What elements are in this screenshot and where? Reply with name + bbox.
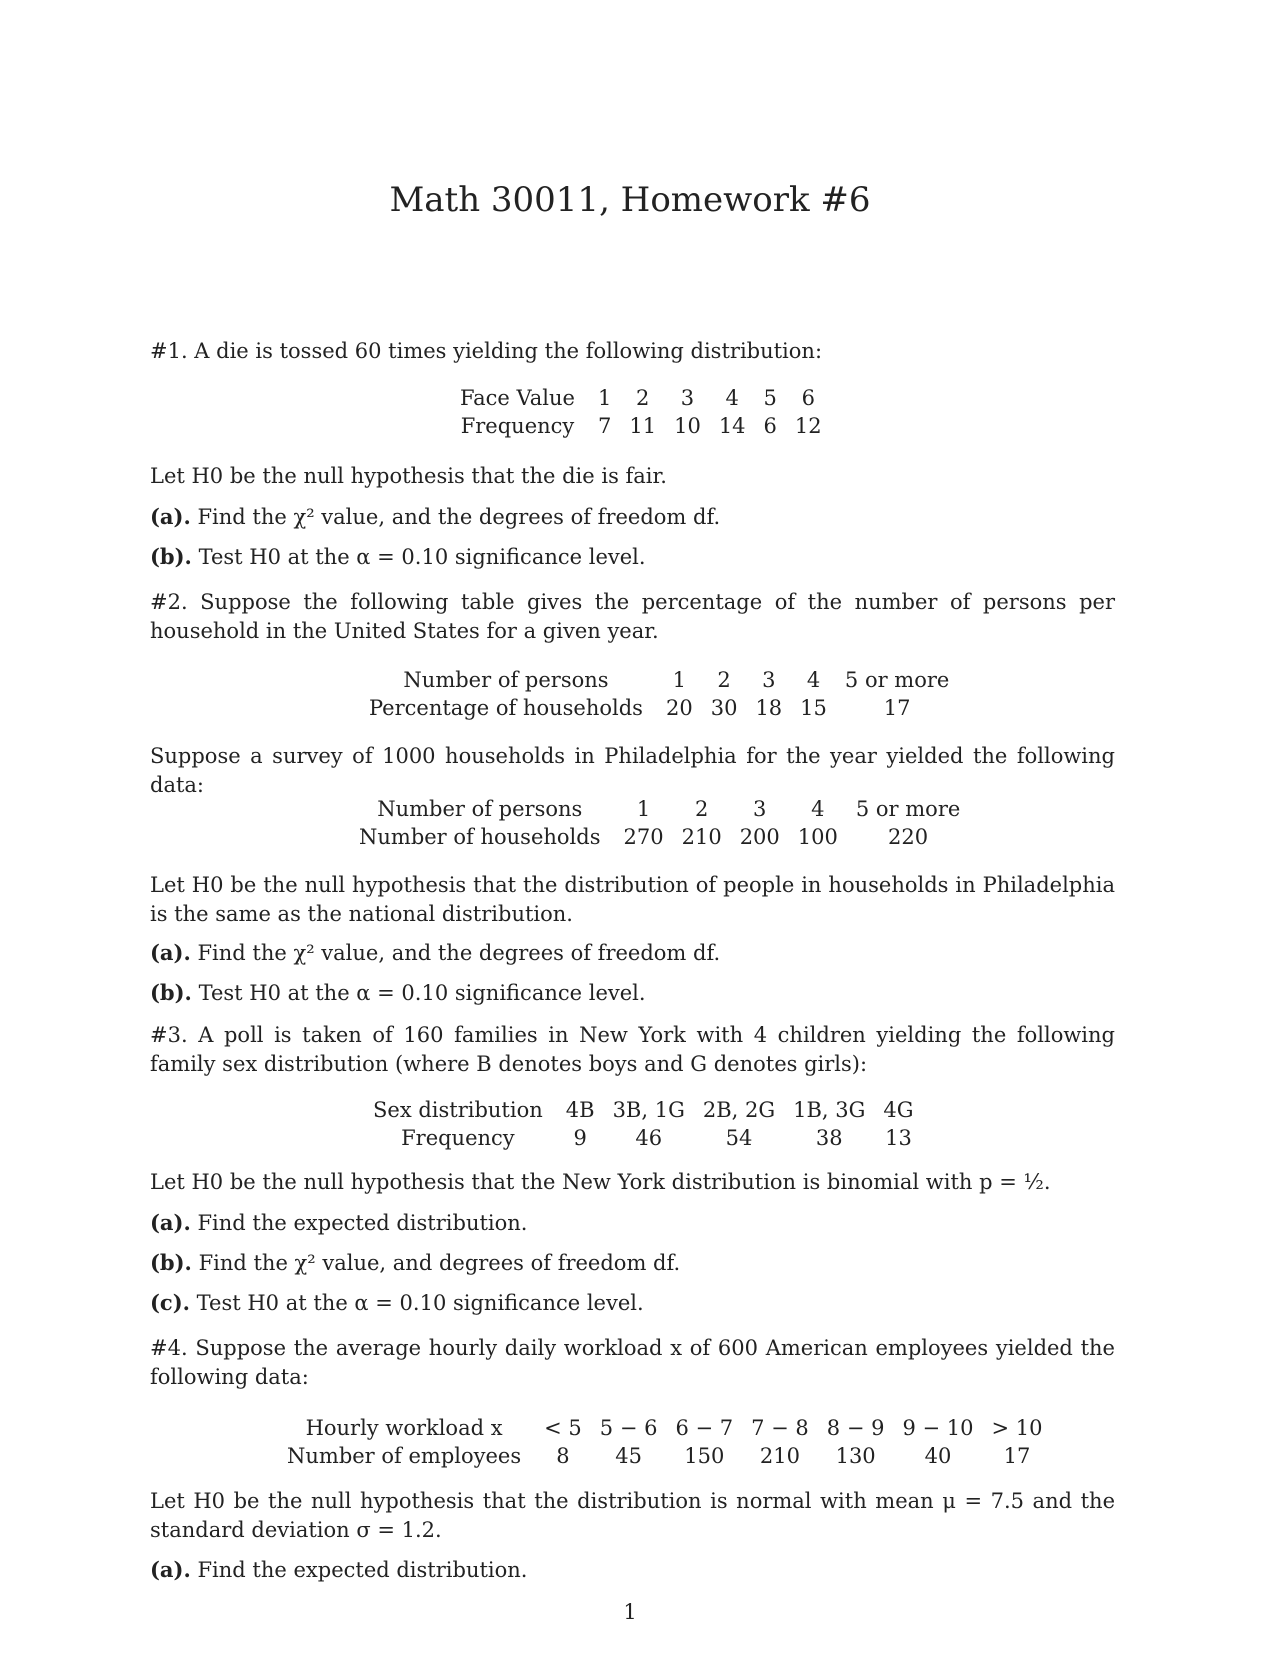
table-row: Hourly workload x < 5 5 − 6 6 − 7 7 − 8 8 − 9 9 − 10 > 10 bbox=[305, 1416, 1043, 1440]
table-row: Frequency 7 11 10 14 6 12 bbox=[460, 414, 822, 438]
table-row: Number of households 270 210 200 100 220 bbox=[359, 825, 929, 849]
problem-2-part-b: (b). Test H0 at the α = 0.10 significance level. bbox=[150, 980, 646, 1005]
table-row: Number of persons 1 2 3 4 5 or more bbox=[377, 797, 961, 821]
problem-2-hypothesis: Let H0 be the null hypothesis that the distribution of people in households in Philadelphia is the same as the national distribution. bbox=[150, 873, 1115, 926]
problem-1-intro: #1. A die is tossed 60 times yielding the following distribution: bbox=[150, 339, 823, 363]
table-row: Number of employees 8 45 150 210 130 40 17 bbox=[287, 1444, 1031, 1468]
problem-4-hypothesis: Let H0 be the null hypothesis that the distribution is normal with mean μ = 7.5 and the standard deviation σ = 1.2. bbox=[150, 1489, 1115, 1542]
die-frequency-table bbox=[451, 384, 831, 440]
table-row: Face Value 1 2 3 4 5 6 bbox=[460, 386, 815, 410]
problem-1-hypothesis: Let H0 be the null hypothesis that the die is fair. bbox=[150, 464, 667, 488]
problem-3-hypothesis: Let H0 be the null hypothesis that the New York distribution is binomial with p = ½. bbox=[150, 1170, 1051, 1194]
problem-1-part-a: (a). Find the χ² value, and the degrees of freedom df. bbox=[150, 504, 721, 529]
page-number: 1 bbox=[623, 1600, 637, 1624]
problem-4-part-a: (a). Find the expected distribution. bbox=[150, 1557, 528, 1582]
problem-2-intro: #2. Suppose the following table gives the percentage of the number of persons per household in the United States for a given year. bbox=[150, 590, 1115, 643]
problem-3-part-a: (a). Find the expected distribution. bbox=[150, 1210, 528, 1235]
problem-1-part-b: (b). Test H0 at the α = 0.10 significance level. bbox=[150, 544, 646, 569]
table-row: Frequency 9 46 54 38 13 bbox=[401, 1126, 912, 1150]
problem-2-part-a: (a). Find the χ² value, and the degrees of freedom df. bbox=[150, 940, 721, 965]
national-household-table bbox=[360, 666, 958, 722]
problem-3-part-b: (b). Find the χ² value, and degrees of freedom df. bbox=[150, 1250, 681, 1275]
problem-3-part-c: (c). Test H0 at the α = 0.10 significance level. bbox=[150, 1290, 644, 1315]
problem-4-intro: #4. Suppose the average hourly daily workload x of 600 American employees yielded the following data: bbox=[150, 1336, 1115, 1389]
problem-2-survey: Suppose a survey of 1000 households in Philadelphia for the year yielded the following data: bbox=[150, 744, 1115, 797]
page-title: Math 30011, Homework #6 bbox=[389, 180, 871, 220]
sex-distribution-table bbox=[364, 1096, 923, 1152]
table-row: Sex distribution 4B 3B, 1G 2B, 2G 1B, 3G 4G bbox=[373, 1098, 914, 1122]
workload-table bbox=[278, 1414, 1052, 1470]
table-row: Number of persons 1 2 3 4 5 or more bbox=[403, 668, 950, 692]
problem-3-intro: #3. A poll is taken of 160 families in New York with 4 children yielding the following family sex distribution (where B denotes boys and G denotes girls): bbox=[150, 1023, 1115, 1076]
philadelphia-household-table bbox=[350, 795, 969, 851]
table-row: Percentage of households 20 30 18 15 17 bbox=[369, 696, 911, 720]
